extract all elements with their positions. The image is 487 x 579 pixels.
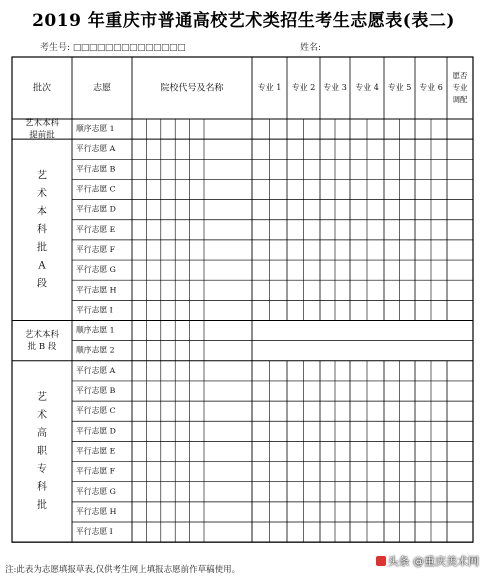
form-title: 2019 年重庆市普通高校艺术类招生考生志愿表(表二) [32,11,455,31]
batch-name-char: 批 B 段 [27,342,57,353]
header-major-5: 专业 5 [387,83,412,92]
batch-name-char: 术 [37,409,47,421]
school-cell[interactable] [132,462,252,482]
header-adjust-1: 专业 [452,83,468,92]
batch-name-char: 批 [37,242,47,254]
batch-name-char: 本 [37,206,47,218]
school-cell[interactable] [132,321,252,341]
wish-label: 平行志愿 D [76,204,116,214]
wish-label: 平行志愿 H [76,285,117,295]
school-cell[interactable] [132,179,252,199]
wish-label: 平行志愿 D [76,426,116,436]
wish-label: 顺序志愿 1 [76,124,115,134]
header-batch: 批次 [32,83,52,94]
footnote: 注:此表为志愿填报草表,仅供考生网上填报志愿前作草稿使用。 [5,565,241,575]
exam-number-boxes[interactable]: □□□□□□□□□□□□□□ [72,43,185,53]
school-cell[interactable] [132,300,252,320]
batch-name-char: 职 [37,445,47,457]
wish-label: 平行志愿 I [76,305,113,315]
header-major-1: 专业 1 [257,83,282,92]
batch-name-char: 艺 [37,170,47,182]
wish-label: 平行志愿 E [76,224,116,234]
school-cell[interactable] [132,502,252,522]
header-wish: 志愿 [92,83,112,94]
school-cell[interactable] [132,401,252,421]
school-cell[interactable] [132,482,252,502]
wish-label: 平行志愿 G [76,265,116,275]
batch-name-char: 批 [37,499,47,511]
school-cell[interactable] [132,159,252,179]
wish-label: 平行志愿 B [76,386,116,396]
wish-label: 顺序志愿 2 [76,345,115,355]
wish-label: 平行志愿 A [76,365,116,375]
school-cell[interactable] [132,260,252,280]
batch-name-char: 艺 [37,391,47,403]
wish-label: 平行志愿 A [76,144,116,154]
wish-label: 平行志愿 C [76,406,116,416]
batch-name-char: A [38,260,46,272]
school-cell[interactable] [132,220,252,240]
batch-name-char: 科 [37,224,47,236]
header-major-3: 专业 3 [323,83,347,92]
header-major-4: 专业 4 [355,83,379,92]
header-adjust-0: 愿否 [452,71,468,80]
watermark [376,553,480,569]
toutiao-logo-icon [376,556,386,566]
school-cell[interactable] [132,441,252,461]
school-cell[interactable] [132,341,252,361]
school-cell[interactable] [132,139,252,159]
batch-name-char: 高 [37,427,47,439]
wish-label: 平行志愿 F [76,244,116,254]
header-adjust-2: 调配 [452,95,468,104]
watermark-text: 头条 @重庆美术网 [387,555,479,568]
batch-name-char: 专 [37,463,47,475]
wish-label: 平行志愿 F [76,466,116,476]
header-major-6: 专业 6 [419,83,443,92]
batch-name-char: 术 [37,188,47,200]
wish-label: 平行志愿 H [76,506,117,516]
name-label: 姓名: [300,43,322,53]
batch-name-char: 艺术本科 [24,118,60,129]
header-school: 院校代号及名称 [160,83,224,94]
wish-label: 平行志愿 G [76,486,116,496]
batch-name-char: 艺术本科 [24,330,60,341]
header-major-2: 专业 2 [291,83,316,92]
wish-label: 平行志愿 E [76,446,116,456]
wish-label: 平行志愿 C [76,184,116,194]
exam-number-label: 考生号: [40,43,71,53]
school-cell[interactable] [132,200,252,220]
school-cell[interactable] [132,381,252,401]
batch-name-char: 段 [37,278,47,290]
school-cell[interactable] [132,522,252,542]
school-cell[interactable] [132,280,252,300]
batch-name-char: 提前批 [29,130,55,141]
school-cell[interactable] [132,119,252,139]
batch-name-char: 科 [37,481,47,493]
school-cell[interactable] [132,240,252,260]
school-cell[interactable] [132,421,252,441]
wish-label: 平行志愿 I [76,527,113,537]
wish-label: 平行志愿 B [76,164,116,174]
wish-label: 顺序志愿 1 [76,325,115,335]
school-cell[interactable] [132,361,252,381]
